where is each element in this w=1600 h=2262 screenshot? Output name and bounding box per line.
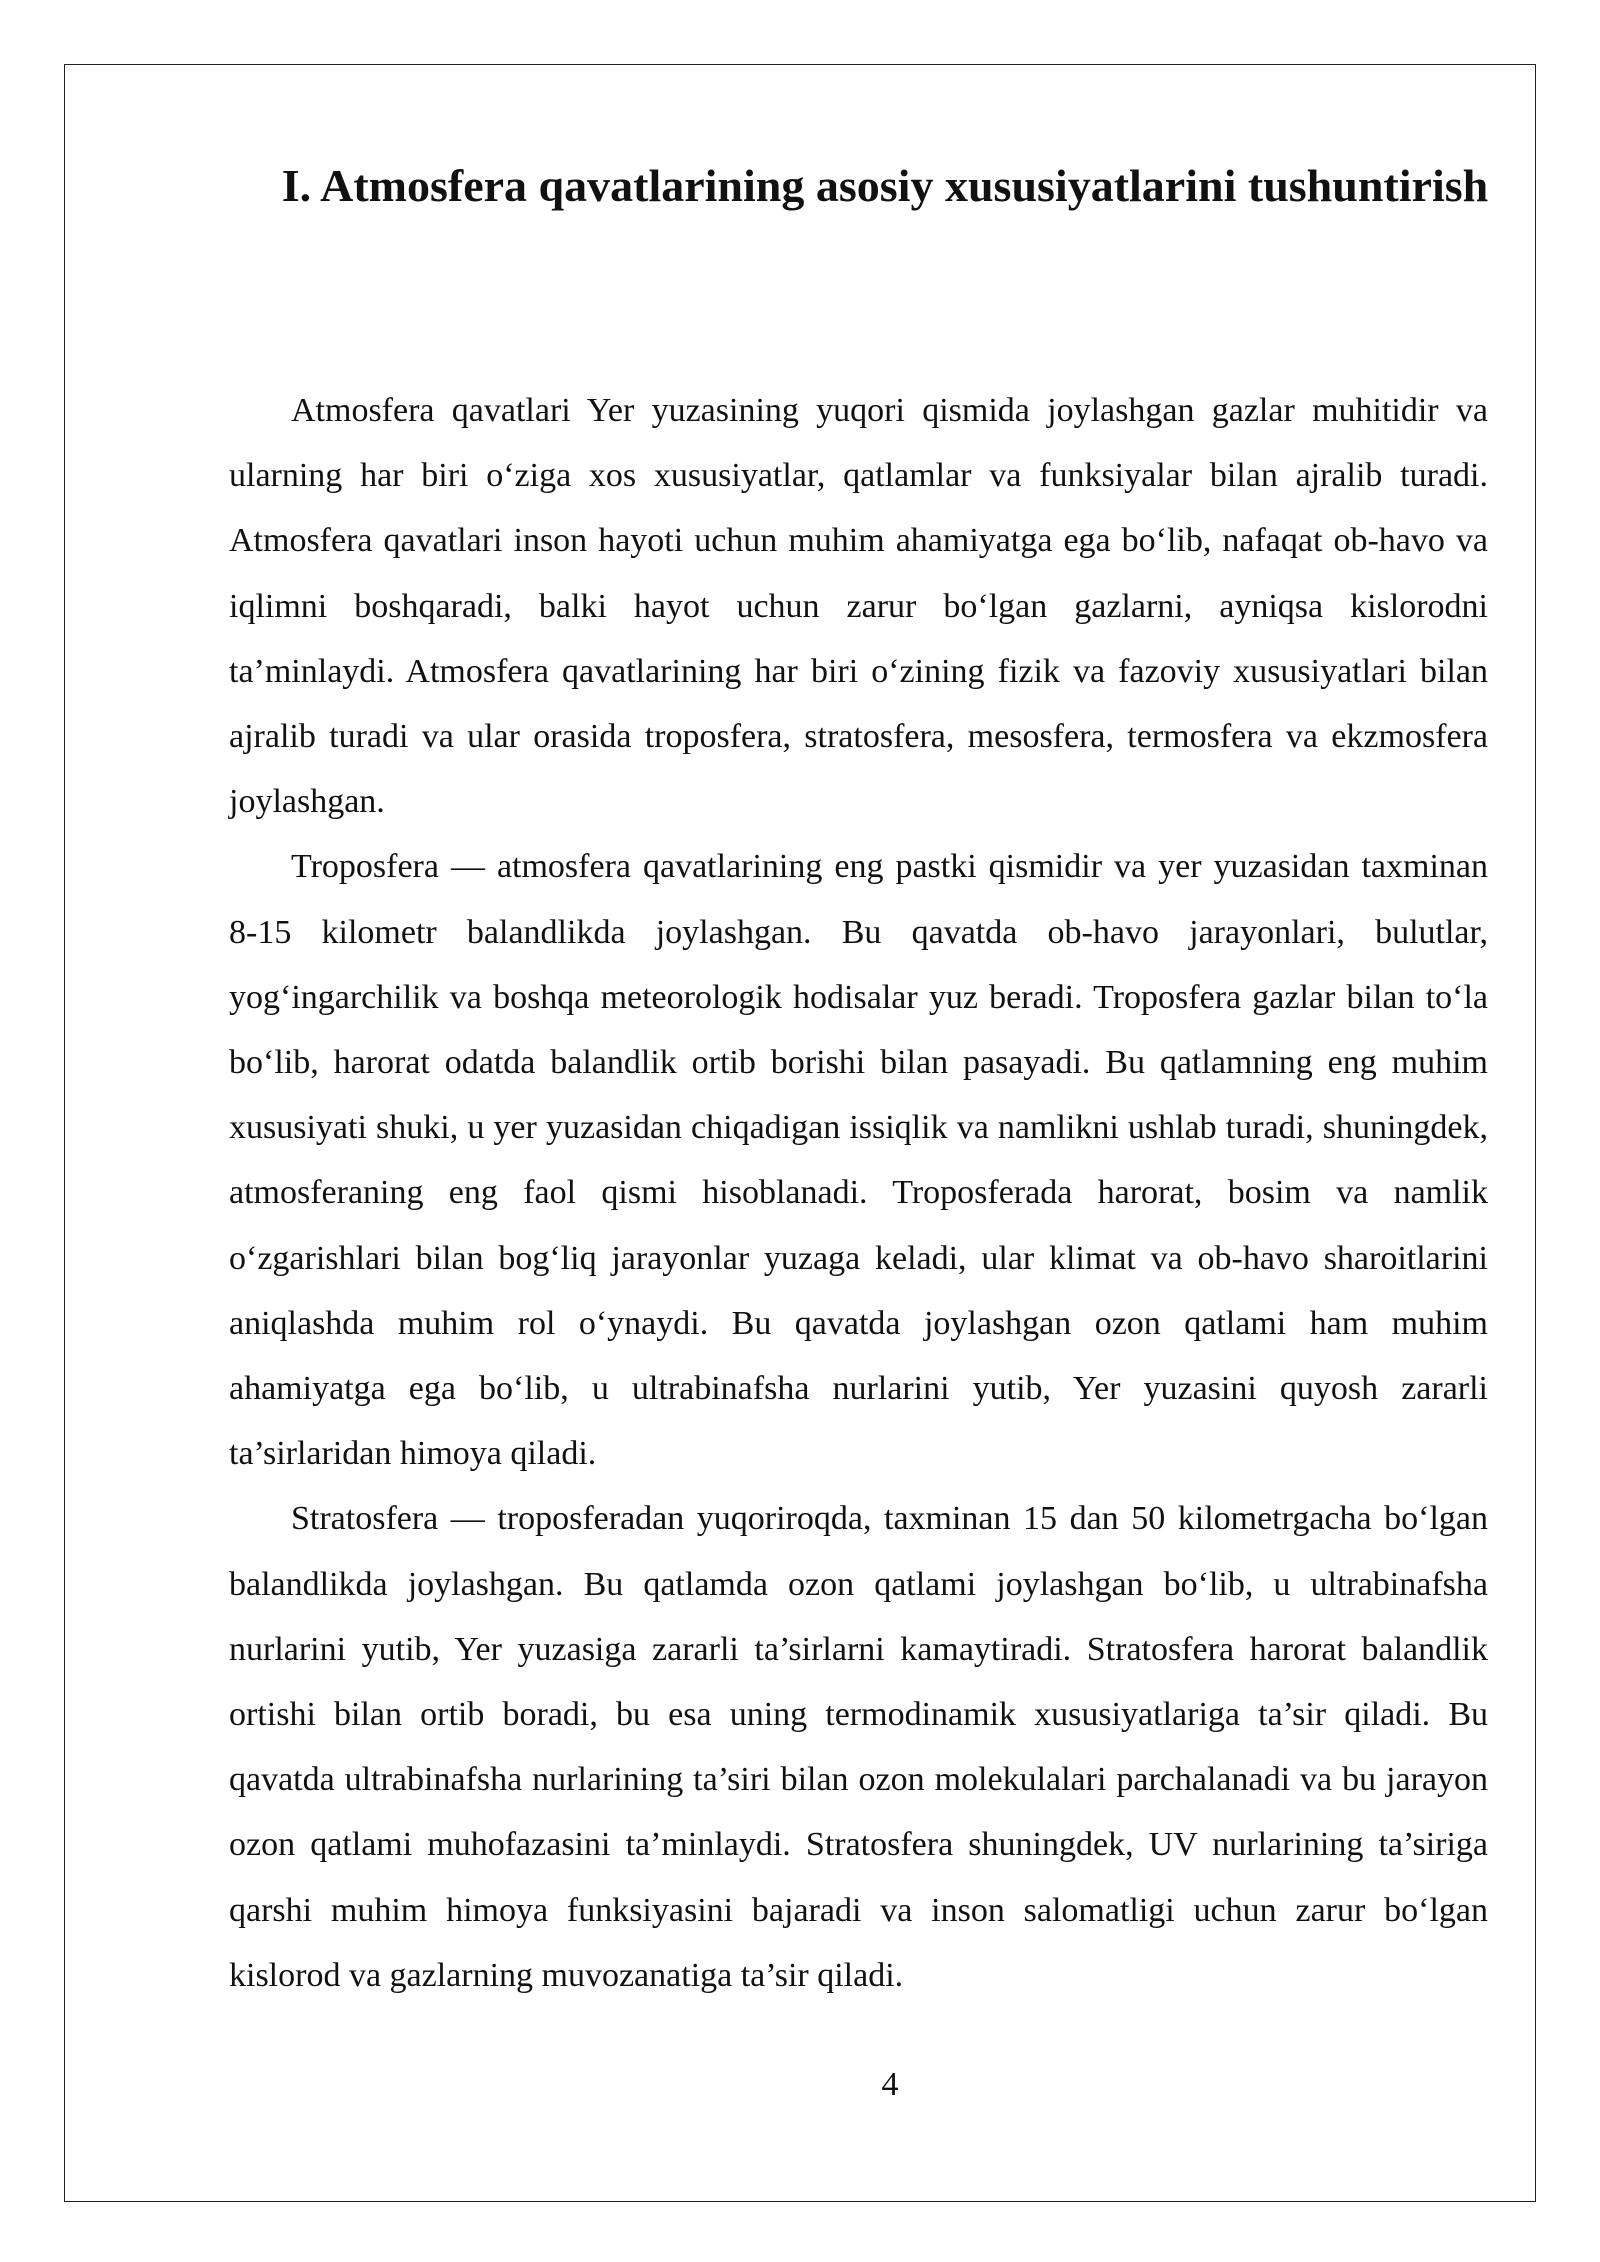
- body-text: [229, 378, 1488, 2008]
- page-number: 4: [881, 2066, 899, 2103]
- page-title: I. Atmosfera qavatlarining asosiy xususiyatlarini tushuntirish: [281, 160, 1489, 211]
- paragraph-troposphere: Troposfera — atmosfera qavatlarining eng pastki qismidir va yer yuzasidan taxminan 8-15 kilometr balandlikda joylashgan. Bu qavatda ob-havo jarayonlari, bulutlar, yog‘ingarchilik va boshqa meteorologik hodisalar yuz beradi. Troposfera gazlar bilan to‘la bo‘lib, harorat odatda balandlik ortib borishi bilan pasayadi. Bu qatlamning eng muhim xususiyati shuki, u yer yuzasidan chiqadigan issiqlik va namlikni ushlab turadi, shuningdek, atmosferaning eng faol qismi hisoblanadi. Troposferada harorat, bosim va namlik o‘zgarishlari bilan bog‘liq jarayonlar yuzaga keladi, ular klimat va ob-havo sharoitlarini aniqlashda muhim rol o‘ynaydi. Bu qavatda joylashgan ozon qatlami ham muhim ahamiyatga ega bo‘lib, u ultrabinafsha nurlarini yutib, Yer yuzasini quyosh zararli ta’sirlaridan himoya qiladi.: [229, 848, 1488, 1473]
- paragraph-stratosphere: Stratosfera — troposferadan yuqoriroqda, taxminan 15 dan 50 kilometrgacha bo‘lgan balandlikda joylashgan. Bu qatlamda ozon qatlami joylashgan bo‘lib, u ultrabinafsha nurlarini yutib, Yer yuzasiga zararli ta’sirlarni kamaytiradi. Stratosfera harorat balandlik ortishi bilan ortib boradi, bu esa uning termodinamik xususiyatlariga ta’sir qiladi. Bu qavatda ultrabinafsha nurlarining ta’siri bilan ozon molekulalari parchalanadi va bu jarayon ozon qatlami muhofazasini ta’minlaydi. Stratosfera shuningdek, UV nurlarining ta’siriga qarshi muhim himoya funksiyasini bajaradi va inson salomatligi uchun zarur bo‘lgan kislorod va gazlarning muvozanatiga ta’sir qiladi.: [229, 1500, 1488, 1994]
- paragraph-atmosphere-intro: Atmosfera qavatlari Yer yuzasining yuqori qismida joylashgan gazlar muhitidir va ularning har biri o‘ziga xos xususiyatlar, qatlamlar va funksiyalar bilan ajralib turadi. Atmosfera qavatlari inson hayoti uchun muhim ahamiyatga ega bo‘lib, nafaqat ob-havo va iqlimni boshqaradi, balki hayot uchun zarur bo‘lgan gazlarni, ayniqsa kislorodni ta’minlaydi. Atmosfera qavatlarining har biri o‘zining fizik va fazoviy xususiyatlari bilan ajralib turadi va ular orasida troposfera, stratosfera, mesosfera, termosfera va ekzmosfera joylashgan.: [229, 392, 1488, 821]
